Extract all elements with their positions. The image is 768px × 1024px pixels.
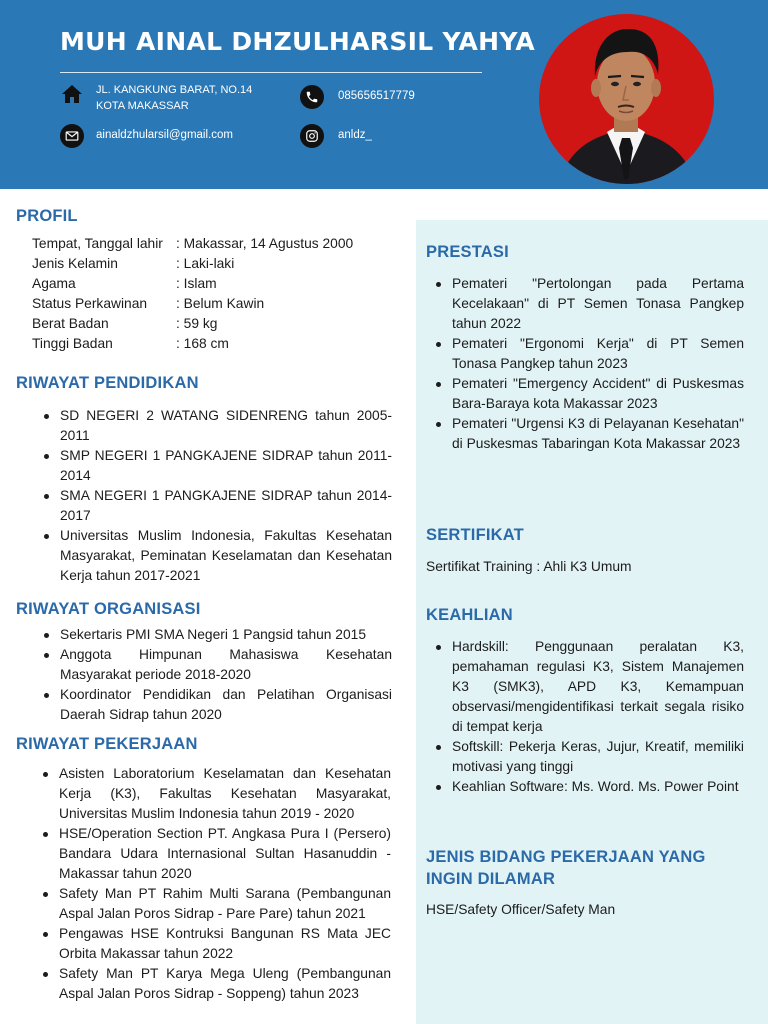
email-contact [60, 124, 233, 148]
profil-row: Agama : Islam [32, 276, 217, 291]
list-item: Pemateri "Emergency Accident" di Puskesmas Bara-Baraya kota Makassar 2023 [426, 374, 744, 414]
instagram-icon [300, 124, 324, 148]
instagram-handle: anldz_ [338, 129, 372, 141]
list-item: Koordinator Pendidikan dan Pelatihan Organisasi Daerah Sidrap tahun 2020 [34, 685, 392, 725]
pekerjaan-list [33, 764, 391, 1004]
keahlian-title: KEAHLIAN [426, 606, 513, 624]
profil-row: Status Perkawinan : Belum Kawin [32, 296, 265, 311]
address-contact [60, 82, 252, 114]
list-item: SMP NEGERI 1 PANGKAJENE SIDRAP tahun 2011-2014 [34, 446, 392, 486]
list-item: Pemateri "Pertolongan pada Pertama Kecelakaan" di PT Semen Tonasa Pangkep tahun 2022 [426, 274, 744, 334]
prestasi-title: PRESTASI [426, 243, 509, 261]
list-item: Softskill: Pekerja Keras, Jujur, Kreatif, memiliki motivasi yang tinggi [426, 737, 744, 777]
instagram-contact [300, 124, 372, 148]
profile-photo [539, 14, 714, 184]
pendidikan-list [34, 406, 392, 586]
address-line-1: JL. KANGKUNG BARAT, NO.14 [96, 84, 253, 96]
phone-number: 085656517779 [338, 90, 415, 102]
prestasi-list [426, 274, 744, 454]
header-divider [60, 72, 482, 73]
sertifikat-text: Sertifikat Training : Ahli K3 Umum [426, 559, 632, 574]
sertifikat-title: SERTIFIKAT [426, 526, 524, 544]
list-item: Anggota Himpunan Mahasiswa Kesehatan Masyarakat periode 2018-2020 [34, 645, 392, 685]
email-icon [60, 124, 84, 148]
organisasi-title: RIWAYAT ORGANISASI [16, 600, 201, 618]
profil-row: Berat Badan : 59 kg [32, 316, 218, 331]
list-item: Keahlian Software: Ms. Word. Ms. Power Point [426, 777, 744, 797]
bidang-text: HSE/Safety Officer/Safety Man [426, 902, 616, 917]
pendidikan-title: RIWAYAT PENDIDIKAN [16, 374, 199, 392]
list-item: SD NEGERI 2 WATANG SIDENRENG tahun 2005-2011 [34, 406, 392, 446]
phone-contact [300, 85, 415, 109]
profil-title: PROFIL [16, 207, 78, 225]
pekerjaan-title: RIWAYAT PEKERJAAN [16, 735, 198, 753]
list-item: Safety Man PT Karya Mega Uleng (Pembangunan Aspal Jalan Poros Sidrap - Soppeng) tahun 2023 [33, 964, 391, 1004]
list-item: HSE/Operation Section PT. Angkasa Pura I (Persero) Bandara Udara Internasional Sultan Hasanuddin - Makassar tahun 2020 [33, 824, 391, 884]
list-item: Pengawas HSE Kontruksi Bangunan RS Mata JEC Orbita Makassar tahun 2022 [33, 924, 391, 964]
address-line-2: KOTA MAKASSAR [96, 100, 189, 112]
full-name: MUH AINAL DHZULHARSIL YAHYA [60, 27, 535, 56]
profil-row: Jenis Kelamin : Laki-laki [32, 256, 235, 271]
list-item: Pemateri "Urgensi K3 di Pelayanan Kesehatan" di Puskesmas Tabaringan Kota Makassar 2023 [426, 414, 744, 454]
header-banner [0, 0, 768, 189]
keahlian-list [426, 637, 744, 797]
bidang-title: JENIS BIDANG PEKERJAAN YANG INGIN DILAMAR [426, 848, 706, 888]
list-item: Hardskill: Penggunaan peralatan K3, pemahaman regulasi K3, Sistem Manajemen K3 (SMK3), APD K3, Kemampuan observasi/mengidentifikasi terkait segala risiko di tempat kerja [426, 637, 744, 737]
profil-table [32, 234, 353, 354]
list-item: SMA NEGERI 1 PANGKAJENE SIDRAP tahun 2014-2017 [34, 486, 392, 526]
list-item: Asisten Laboratorium Keselamatan dan Kesehatan Kerja (K3), Fakultas Kesehatan Masyarakat, Universitas Muslim Indonesia tahun 2019 - 2020 [33, 764, 391, 824]
list-item: Sekertaris PMI SMA Negeri 1 Pangsid tahun 2015 [34, 625, 392, 645]
email-address: ainaldzhularsil@gmail.com [96, 129, 233, 141]
profil-row: Tempat, Tanggal lahir : Makassar, 14 Agustus 2000 [32, 236, 354, 251]
phone-icon [300, 85, 324, 109]
list-item: Universitas Muslim Indonesia, Fakultas Kesehatan Masyarakat, Peminatan Keselamatan dan Kesehatan Kerja tahun 2017-2021 [34, 526, 392, 586]
organisasi-list [34, 625, 392, 725]
list-item: Safety Man PT Rahim Multi Sarana (Pembangunan Aspal Jalan Poros Sidrap - Pare Pare) tahun 2021 [33, 884, 391, 924]
home-icon [60, 82, 84, 106]
profil-row: Tinggi Badan : 168 cm [32, 336, 229, 351]
list-item: Pemateri "Ergonomi Kerja" di PT Semen Tonasa Pangkep tahun 2023 [426, 334, 744, 374]
